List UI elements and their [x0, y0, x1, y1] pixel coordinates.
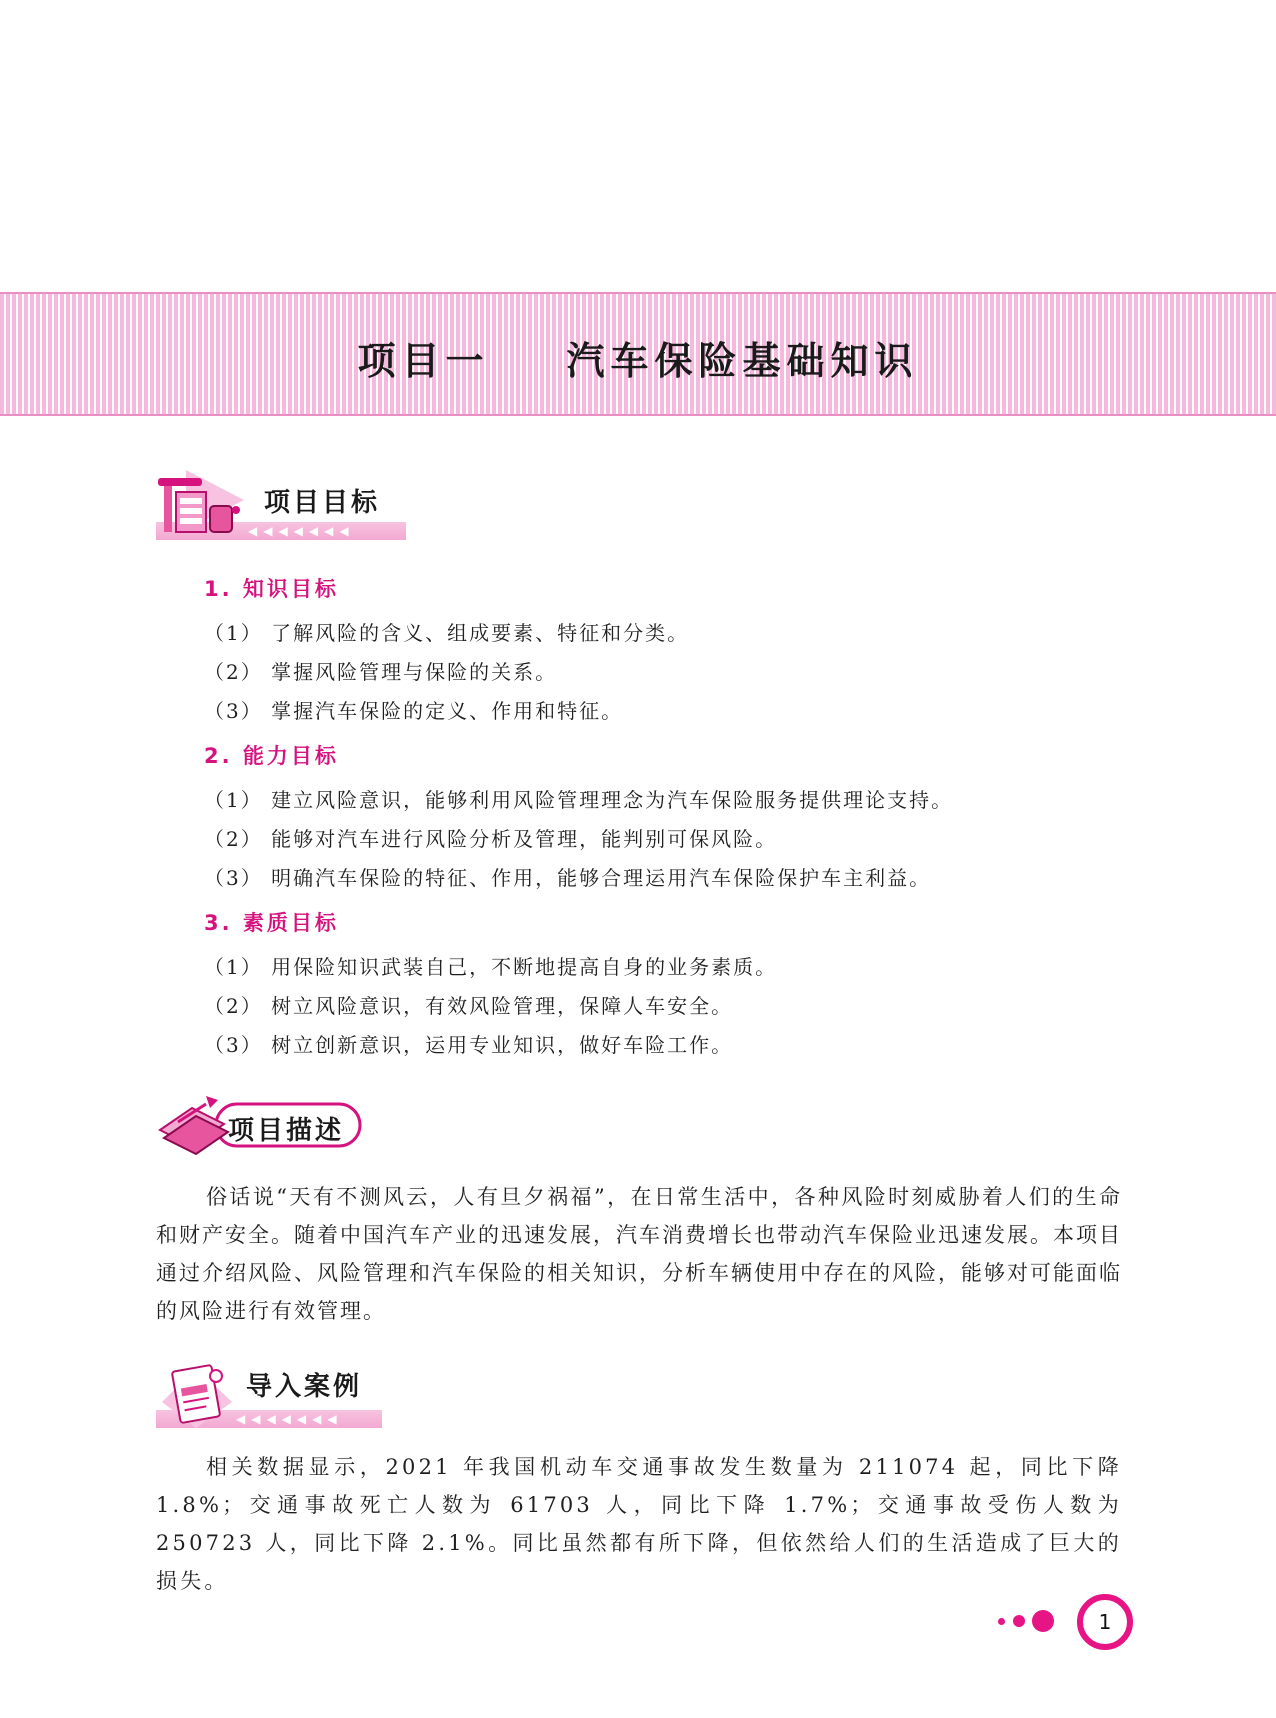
- section-heading-objectives: [156, 470, 406, 540]
- chapter-banner: [0, 292, 1276, 416]
- chapter-title: 项目一 汽车保险基础知识: [357, 339, 919, 383]
- subsection-title-ability: 2. 能力目标: [204, 744, 339, 768]
- document-icon: [156, 1358, 246, 1428]
- section-heading-case: [156, 1358, 382, 1428]
- page-dot-decoration: [1013, 1615, 1025, 1627]
- section-title: 项目描述: [228, 1116, 345, 1146]
- list-item: （1） 建立风险意识，能够利用风险管理理念为汽车保险服务提供理论支持。: [204, 788, 954, 812]
- list-item: （2） 树立风险意识，有效风险管理，保障人车安全。: [204, 994, 734, 1018]
- subsection-title-quality: 3. 素质目标: [204, 911, 339, 935]
- arrow-decoration-icon: ◀◀◀◀◀◀◀: [236, 1412, 343, 1426]
- subsection-title-knowledge: 1. 知识目标: [204, 577, 339, 601]
- description-paragraph: 俗话说“天有不测风云，人有旦夕祸福”，在日常生活中，各种风险时刻威胁着人们的生命和财产安全。随着中国汽车产业的迅速发展，汽车消费增长也带动汽车保险业迅速发展。本项目通过介绍风险、风险管理和汽车保险的相关知识，分析车辆使用中存在的风险，能够对可能面临的风险进行有效管理。: [156, 1185, 1122, 1323]
- section-heading-description: [156, 1090, 366, 1160]
- list-item: （1） 用保险知识武装自己，不断地提高自身的业务素质。: [204, 955, 778, 979]
- arrow-decoration-icon: ◀◀◀◀◀◀◀: [248, 524, 355, 538]
- page-number: 1: [1077, 1594, 1133, 1650]
- section-title: 导入案例: [246, 1372, 363, 1402]
- section-title: 项目目标: [264, 488, 381, 518]
- list-item: （3） 掌握汽车保险的定义、作用和特征。: [204, 699, 624, 723]
- list-item: （3） 明确汽车保险的特征、作用，能够合理运用汽车保险保护车主利益。: [204, 866, 932, 890]
- station-icon: [156, 470, 246, 540]
- list-item: （2） 能够对汽车进行风险分析及管理，能判别可保风险。: [204, 827, 778, 851]
- list-item: （3） 树立创新意识，运用专业知识，做好车险工作。: [204, 1033, 734, 1057]
- list-item: （2） 掌握风险管理与保险的关系。: [204, 660, 558, 684]
- page-dot-decoration: [1032, 1610, 1054, 1632]
- list-item: （1） 了解风险的含义、组成要素、特征和分类。: [204, 621, 690, 645]
- case-paragraph: 相关数据显示，2021 年我国机动车交通事故发生数量为 211074 起，同比下降 1.8%；交通事故死亡人数为 61703 人，同比下降 1.7%；交通事故受伤人数为 250723 人，同比下降 2.1%。同比虽然都有所下降，但依然给人们的生活造成了巨大的损失。: [156, 1455, 1122, 1593]
- page-dot-decoration: [998, 1618, 1005, 1625]
